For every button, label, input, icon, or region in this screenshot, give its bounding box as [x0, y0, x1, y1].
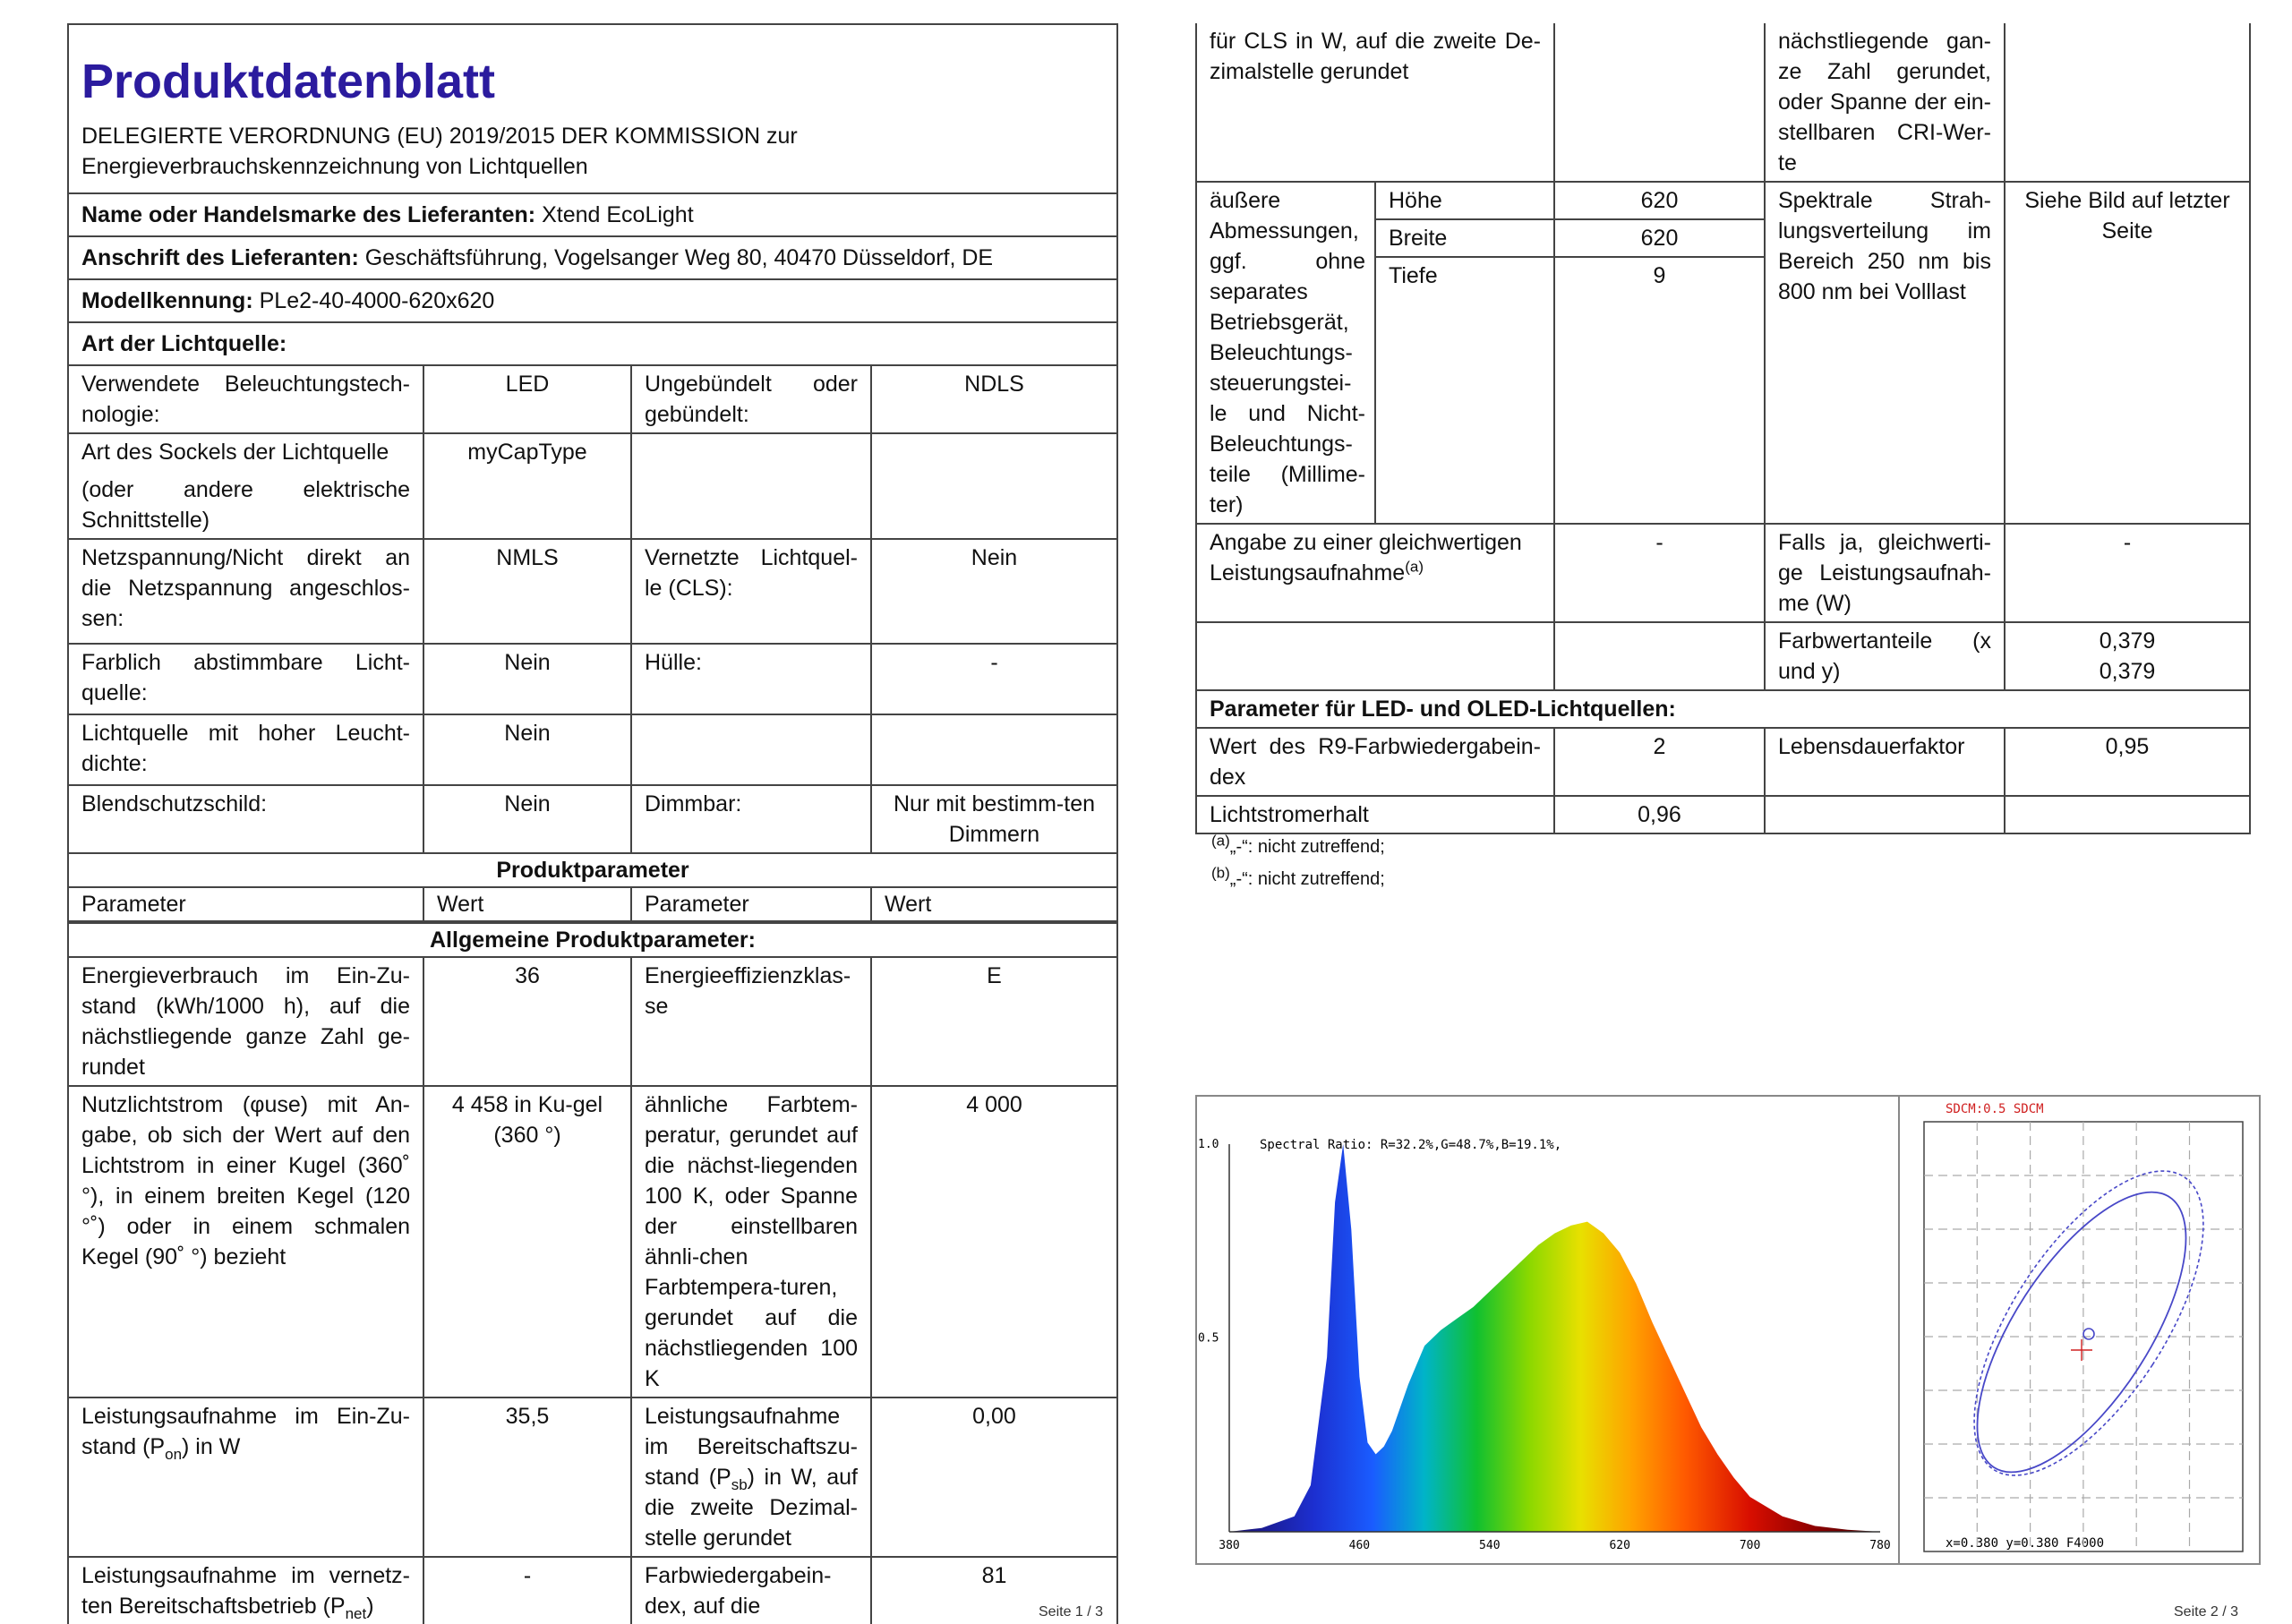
- value-cell: 4 000: [871, 1086, 1117, 1397]
- datasheet-table-right: [1195, 23, 2251, 834]
- page-2: [1146, 0, 2292, 1620]
- page-title: Produktdatenblatt: [81, 55, 496, 108]
- value-cell: Siehe Bild auf letzter Seite: [2005, 182, 2250, 524]
- table-row: [1196, 23, 2250, 182]
- footnotes: [1211, 831, 1385, 895]
- regulation-text: DELEGIERTE VERORDNUNG (EU) 2019/2015 DER KOMMISSION zur Energieverbrauchskennzeichnung von Lichtquellen: [81, 124, 798, 179]
- table-row: [1196, 796, 2250, 833]
- param-cell: Nutzlichtstrom (φuse) mit An-gabe, ob sich der Wert auf den Lichtstrom in einer Kugel (360˚ °), in einem breiten Kegel (120 °˚) oder in einem schmalen Kegel (90˚ °) bezieht: [68, 1086, 423, 1397]
- chromaticity-readout: x=0.380 y=0.380 F4000: [1946, 1536, 2105, 1551]
- x-tick-label: 620: [1609, 1539, 1630, 1552]
- value-cell: 35,5: [423, 1397, 631, 1557]
- param-cell: Farbwertanteile (x und y): [1765, 622, 2005, 690]
- param-cell: Leistungsaufnahme im Ein-Zu-stand $(P_{on})$ in W: [68, 1397, 423, 1557]
- supplier-address-value: Geschäftsführung, Vogelsanger Weg 80, 40470 Düsseldorf, DE: [364, 245, 994, 270]
- param-cell: Lichtquelle mit hoher Leucht-dichte:: [68, 714, 423, 785]
- product-params-header: Produktparameter: [68, 853, 1117, 887]
- param-cell: Blendschutzschild:: [68, 785, 423, 853]
- param-cell: Leistungsaufnahme im vernetz-ten Bereitschaftsbetrieb $(P_{net})$: [68, 1557, 423, 1624]
- value-cell: LED: [423, 365, 631, 433]
- value-cell: -: [2005, 524, 2250, 622]
- dim-height-value: 620: [1555, 183, 1764, 220]
- value-cell: myCapType: [423, 433, 631, 539]
- col-header-param: Parameter: [68, 887, 423, 922]
- y-tick-label: 0.5: [1198, 1331, 1219, 1346]
- table-row: [68, 957, 1117, 1086]
- spectrum-annotation: Spectral Ratio: R=32.2%,G=48.7%,B=19.1%,: [1260, 1138, 1562, 1152]
- table-row: [1196, 622, 2250, 690]
- dim-width-label: Breite: [1376, 220, 1553, 258]
- value-cell: NDLS: [871, 365, 1117, 433]
- dim-height-label: Höhe: [1376, 183, 1553, 220]
- x-tick-label: 780: [1869, 1539, 1891, 1552]
- value-cell: E: [871, 957, 1117, 1086]
- dim-depth-value: 9: [1653, 263, 1666, 288]
- col-header-value: Wert: [423, 887, 631, 922]
- param-cell: Art des Sockels der Lichtquelle: [81, 440, 389, 465]
- table-row: [68, 539, 1117, 644]
- supplier-address-label: Anschrift des Lieferanten:: [81, 245, 359, 270]
- value-cell: 81: [871, 1557, 1117, 1624]
- led-params-header: Parameter für LED- und OLED-Lichtquellen:: [1196, 690, 2250, 728]
- param-cell: Hülle:: [631, 644, 871, 714]
- param-cell: Farbwiedergabein-dex, auf die: [631, 1557, 871, 1624]
- col-header-value-2: Wert: [871, 887, 1117, 922]
- param-cell: nächstliegende gan-ze Zahl gerundet, oder Spanne der ein-stellbaren CRI-Wer-te: [1765, 23, 2005, 182]
- table-row: [68, 433, 1117, 539]
- param-cell: [631, 433, 871, 539]
- value-cell: Nein: [871, 539, 1117, 644]
- footnote-a: $^{(a)}$„-“: nicht zutreffend;: [1211, 832, 1385, 857]
- param-cell: für CLS in W, auf die zweite De-zimalstelle gerundet: [1196, 23, 1554, 182]
- param-cell: Dimmbar:: [631, 785, 871, 853]
- value-cell: -: [423, 1557, 631, 1624]
- value-cell: 0,96: [1554, 796, 1765, 833]
- value-cell: 0,379 0,379: [2005, 622, 2250, 690]
- dim-depth-label: Tiefe: [1389, 263, 1438, 288]
- value-cell: Nein: [423, 785, 631, 853]
- datasheet-table-left: [67, 23, 1118, 1624]
- supplier-name-value: Xtend EcoLight: [542, 202, 694, 227]
- value-cell: NMLS: [423, 539, 631, 644]
- value-cell: 4 458 in Ku-gel (360 °): [423, 1086, 631, 1397]
- table-row: [68, 1086, 1117, 1397]
- value-cell: 36: [423, 957, 631, 1086]
- dimensions-label: äußere Abmessungen, ggf. ohne separates Betriebsgerät, Beleuchtungs-steuerungstei-le und Nicht-Beleuchtungs-teile (Millime-ter): [1196, 182, 1375, 524]
- x-tick-label: 460: [1348, 1539, 1371, 1552]
- supplier-name-label: Name oder Handelsmarke des Lieferanten:: [81, 202, 536, 227]
- param-cell-sub: (oder andere elektrische Schnittstelle): [81, 477, 410, 533]
- table-row: [1196, 524, 2250, 622]
- param-cell: Vernetzte Lichtquel-le (CLS):: [631, 539, 871, 644]
- param-cell: Lebensdauerfaktor: [1765, 728, 2005, 796]
- param-cell: Lichtstromerhalt: [1196, 796, 1554, 833]
- table-row: [1196, 728, 2250, 796]
- table-row: [68, 1557, 1117, 1624]
- param-cell: Spektrale Strah-lungsverteilung im Bereich 250 nm bis 800 nm bei Volllast: [1765, 182, 2005, 524]
- value-cell: Nein: [423, 644, 631, 714]
- value-cell: 0,95: [2005, 728, 2250, 796]
- table-row: [68, 1397, 1117, 1557]
- value-cell: 0,00: [871, 1397, 1117, 1557]
- value-cell: 2: [1554, 728, 1765, 796]
- param-cell: Energieverbrauch im Ein-Zu-stand (kWh/1000 h), auf die nächstliegende ganze Zahl ge-rundet: [68, 957, 423, 1086]
- param-cell: Farblich abstimmbare Licht-quelle:: [68, 644, 423, 714]
- param-cell: Angabe zu einer gleichwertigen Leistungsaufnahme$^{(a)}$: [1196, 524, 1554, 622]
- param-cell: Falls ja, gleichwerti-ge Leistungsaufnah-me (W): [1765, 524, 2005, 622]
- page-1: [0, 0, 1146, 1620]
- param-cell: Verwendete Beleuchtungstech-nologie:: [68, 365, 423, 433]
- param-cell: Leistungsaufnahme im Bereitschaftszu-stand $(P_{sb})$ in W, auf die zweite Dezimal-stelle gerundet: [631, 1397, 871, 1557]
- col-header-param-2: Parameter: [631, 887, 871, 922]
- table-row: [68, 714, 1117, 785]
- table-row: [68, 785, 1117, 853]
- param-cell: ähnliche Farbtem-peratur, gerundet auf die nächst-liegenden 100 K, oder Spanne der einstellbaren ähnli-chen Farbtempera-turen, gerundet auf die nächstliegenden 100 K: [631, 1086, 871, 1397]
- chromaticity-title: SDCM:0.5 SDCM: [1946, 1102, 2044, 1116]
- page-footer: Seite 1 / 3: [1039, 1604, 1104, 1620]
- param-cell: Ungebündelt oder gebündelt:: [631, 365, 871, 433]
- param-cell: Wert des R9-Farbwiedergabein-dex: [1196, 728, 1554, 796]
- x-tick-label: 380: [1219, 1539, 1240, 1552]
- general-params-header: Allgemeine Produktparameter:: [68, 922, 1117, 957]
- value-cell: -: [871, 644, 1117, 714]
- page-footer: Seite 2 / 3: [2174, 1604, 2239, 1620]
- table-row: [1196, 182, 2250, 524]
- spectrum-figure: [1195, 1095, 2261, 1565]
- table-row: [68, 644, 1117, 714]
- table-row: [68, 365, 1117, 433]
- param-cell: Energieeffizienzklas-se: [631, 957, 871, 1086]
- light-type-header: Art der Lichtquelle:: [68, 322, 1117, 365]
- x-tick-label: 540: [1479, 1539, 1501, 1552]
- param-cell: Netzspannung/Nicht direkt an die Netzspannung angeschlos-sen:: [68, 539, 423, 644]
- column-header-row: [68, 887, 1117, 922]
- value-cell: [871, 714, 1117, 785]
- dim-width-value: 620: [1555, 220, 1764, 258]
- x-tick-label: 700: [1739, 1539, 1761, 1552]
- y-tick-label: 1.0: [1198, 1138, 1219, 1151]
- value-cell: Nur mit bestimm-ten Dimmern: [871, 785, 1117, 853]
- model-label: Modellkennung:: [81, 288, 253, 313]
- value-cell: -: [1554, 524, 1765, 622]
- value-cell: [871, 433, 1117, 539]
- value-cell: Nein: [423, 714, 631, 785]
- param-cell: [631, 714, 871, 785]
- model-value: PLe2-40-4000-620x620: [259, 288, 495, 313]
- footnote-b: $^{(b)}$„-“: nicht zutreffend;: [1211, 864, 1385, 889]
